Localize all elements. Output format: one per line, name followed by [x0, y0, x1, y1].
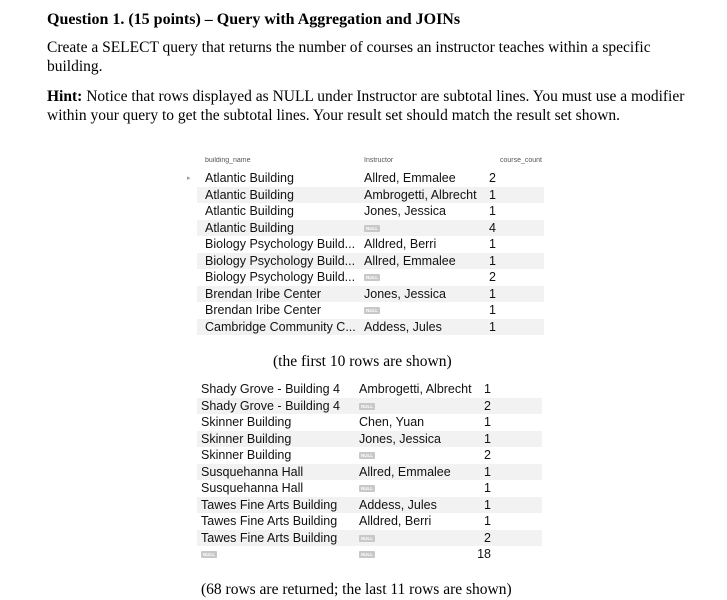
null-badge: NULL [361, 486, 373, 492]
null-badge: NULL [361, 453, 373, 459]
column-header-building: building_name [205, 156, 251, 164]
caption-first-rows: (the first 10 rows are shown) [273, 353, 452, 370]
table-row[interactable] [197, 497, 542, 514]
cell-instructor [359, 448, 477, 462]
cell-course-count: 1 [489, 286, 496, 301]
cell-building-name: Skinner Building [201, 431, 292, 446]
cell-building-name: Susquehanna Hall [201, 464, 304, 479]
cell-building-name: Biology Psychology Build... [205, 237, 356, 252]
cell-instructor: Ambrogetti, Albrecht [364, 187, 477, 202]
table-row[interactable] [197, 319, 544, 336]
current-row-marker-icon: ▸ [187, 175, 191, 183]
cell-instructor [359, 481, 477, 495]
column-header-course-count: course_count [499, 156, 542, 164]
table-row[interactable] [197, 220, 544, 237]
cell-building-name: Shady Grove - Building 4 [201, 398, 340, 413]
caption-last-rows: (68 rows are returned; the last 11 rows are shown) [201, 581, 512, 598]
cell-course-count: 1 [484, 382, 491, 397]
cell-instructor: Ambrogetti, Albrecht [359, 382, 472, 397]
cell-instructor: Jones, Jessica [364, 286, 446, 301]
cell-building-name: Atlantic Building [205, 220, 294, 235]
cell-instructor: Addess, Jules [364, 319, 442, 334]
cell-course-count: 2 [484, 448, 491, 463]
hint-text: Notice that rows displayed as NULL under Instructor are subtotal lines. You must use a modifier within your query to get the subtotal lines. Your result set should match the result set shown. [47, 88, 685, 124]
table-row[interactable] [197, 236, 544, 253]
table-row[interactable] [187, 170, 544, 187]
cell-instructor: Allred, Emmalee [359, 464, 451, 479]
cell-course-count: 4 [489, 220, 496, 235]
result-grid-bottom [197, 381, 542, 563]
cell-building-name: Skinner Building [201, 448, 292, 463]
result-body [187, 170, 544, 335]
cell-course-count: 2 [489, 270, 496, 285]
table-row[interactable] [197, 187, 544, 204]
cell-instructor [359, 399, 477, 413]
cell-course-count: 2 [484, 398, 491, 413]
cell-building-name: Susquehanna Hall [201, 481, 304, 496]
cell-instructor [364, 270, 482, 284]
null-badge: NULL [366, 308, 378, 314]
cell-building-name: Shady Grove - Building 4 [201, 382, 340, 397]
table-row[interactable] [197, 253, 544, 270]
table-row[interactable] [197, 302, 544, 319]
cell-course-count: 1 [489, 319, 496, 334]
result-header [197, 150, 544, 170]
cell-building-name [201, 547, 359, 561]
table-row[interactable] [197, 269, 544, 286]
result-grid-top [187, 150, 544, 335]
cell-building-name: Biology Psychology Build... [205, 270, 356, 285]
cell-instructor: Alldred, Berri [359, 514, 432, 529]
null-badge: NULL [203, 552, 215, 558]
cell-building-name: Tawes Fine Arts Building [201, 514, 338, 529]
cell-instructor: Chen, Yuan [359, 415, 425, 430]
hint-label: Hint: [47, 88, 83, 105]
null-badge: NULL [361, 552, 373, 558]
question-block [47, 10, 687, 125]
cell-instructor: Allred, Emmalee [364, 171, 456, 186]
cell-course-count: 1 [489, 237, 496, 252]
cell-course-count: 1 [484, 415, 491, 430]
cell-course-count: 1 [489, 204, 496, 219]
cell-course-count: 1 [489, 187, 496, 202]
cell-course-count: 1 [484, 431, 491, 446]
table-row[interactable] [197, 203, 544, 220]
question-prompt: Create a SELECT query that returns the number of courses an instructor teaches within a specific building. [47, 39, 651, 75]
cell-instructor: Addess, Jules [359, 497, 437, 512]
cell-building-name: Atlantic Building [205, 171, 294, 186]
cell-instructor [359, 547, 477, 561]
table-row[interactable] [197, 414, 542, 431]
table-row[interactable] [197, 530, 542, 547]
cell-course-count: 1 [489, 303, 496, 318]
cell-instructor: Alldred, Berri [364, 237, 437, 252]
null-badge: NULL [361, 403, 373, 409]
cell-instructor: Jones, Jessica [364, 204, 446, 219]
result-body [197, 381, 542, 563]
cell-instructor: Jones, Jessica [359, 431, 441, 446]
cell-building-name: Skinner Building [201, 415, 292, 430]
cell-building-name: Tawes Fine Arts Building [201, 530, 338, 545]
cell-course-count: 1 [484, 464, 491, 479]
cell-course-count: 18 [477, 547, 491, 562]
question-title: Question 1. (15 points) – Query with Aggregation and JOINs [47, 11, 461, 28]
cell-building-name: Brendan Iribe Center [205, 303, 322, 318]
cell-course-count: 1 [484, 497, 491, 512]
cell-building-name: Atlantic Building [205, 187, 294, 202]
table-row[interactable] [197, 464, 542, 481]
table-row[interactable] [197, 431, 542, 448]
null-badge: NULL [366, 225, 378, 231]
cell-building-name: Brendan Iribe Center [205, 286, 322, 301]
cell-instructor [364, 221, 482, 235]
cell-course-count: 1 [484, 514, 491, 529]
table-row[interactable] [197, 398, 542, 415]
cell-building-name: Biology Psychology Build... [205, 253, 356, 268]
cell-course-count: 1 [484, 481, 491, 496]
hint-paragraph [47, 87, 687, 125]
table-row[interactable] [197, 546, 542, 563]
null-badge: NULL [366, 275, 378, 281]
cell-course-count: 2 [489, 171, 496, 186]
column-header-instructor: Instructor [364, 156, 394, 164]
cell-building-name: Atlantic Building [205, 204, 294, 219]
cell-instructor [359, 531, 477, 545]
cell-instructor [364, 303, 482, 317]
cell-instructor: Allred, Emmalee [364, 253, 456, 268]
cell-course-count: 1 [489, 253, 496, 268]
table-row[interactable] [197, 447, 542, 464]
table-row[interactable] [197, 286, 544, 303]
table-row[interactable] [197, 381, 542, 398]
cell-building-name: Tawes Fine Arts Building [201, 497, 338, 512]
null-badge: NULL [361, 535, 373, 541]
table-row[interactable] [197, 480, 542, 497]
table-row[interactable] [197, 513, 542, 530]
cell-building-name: Cambridge Community C... [205, 319, 356, 334]
cell-course-count: 2 [484, 530, 491, 545]
